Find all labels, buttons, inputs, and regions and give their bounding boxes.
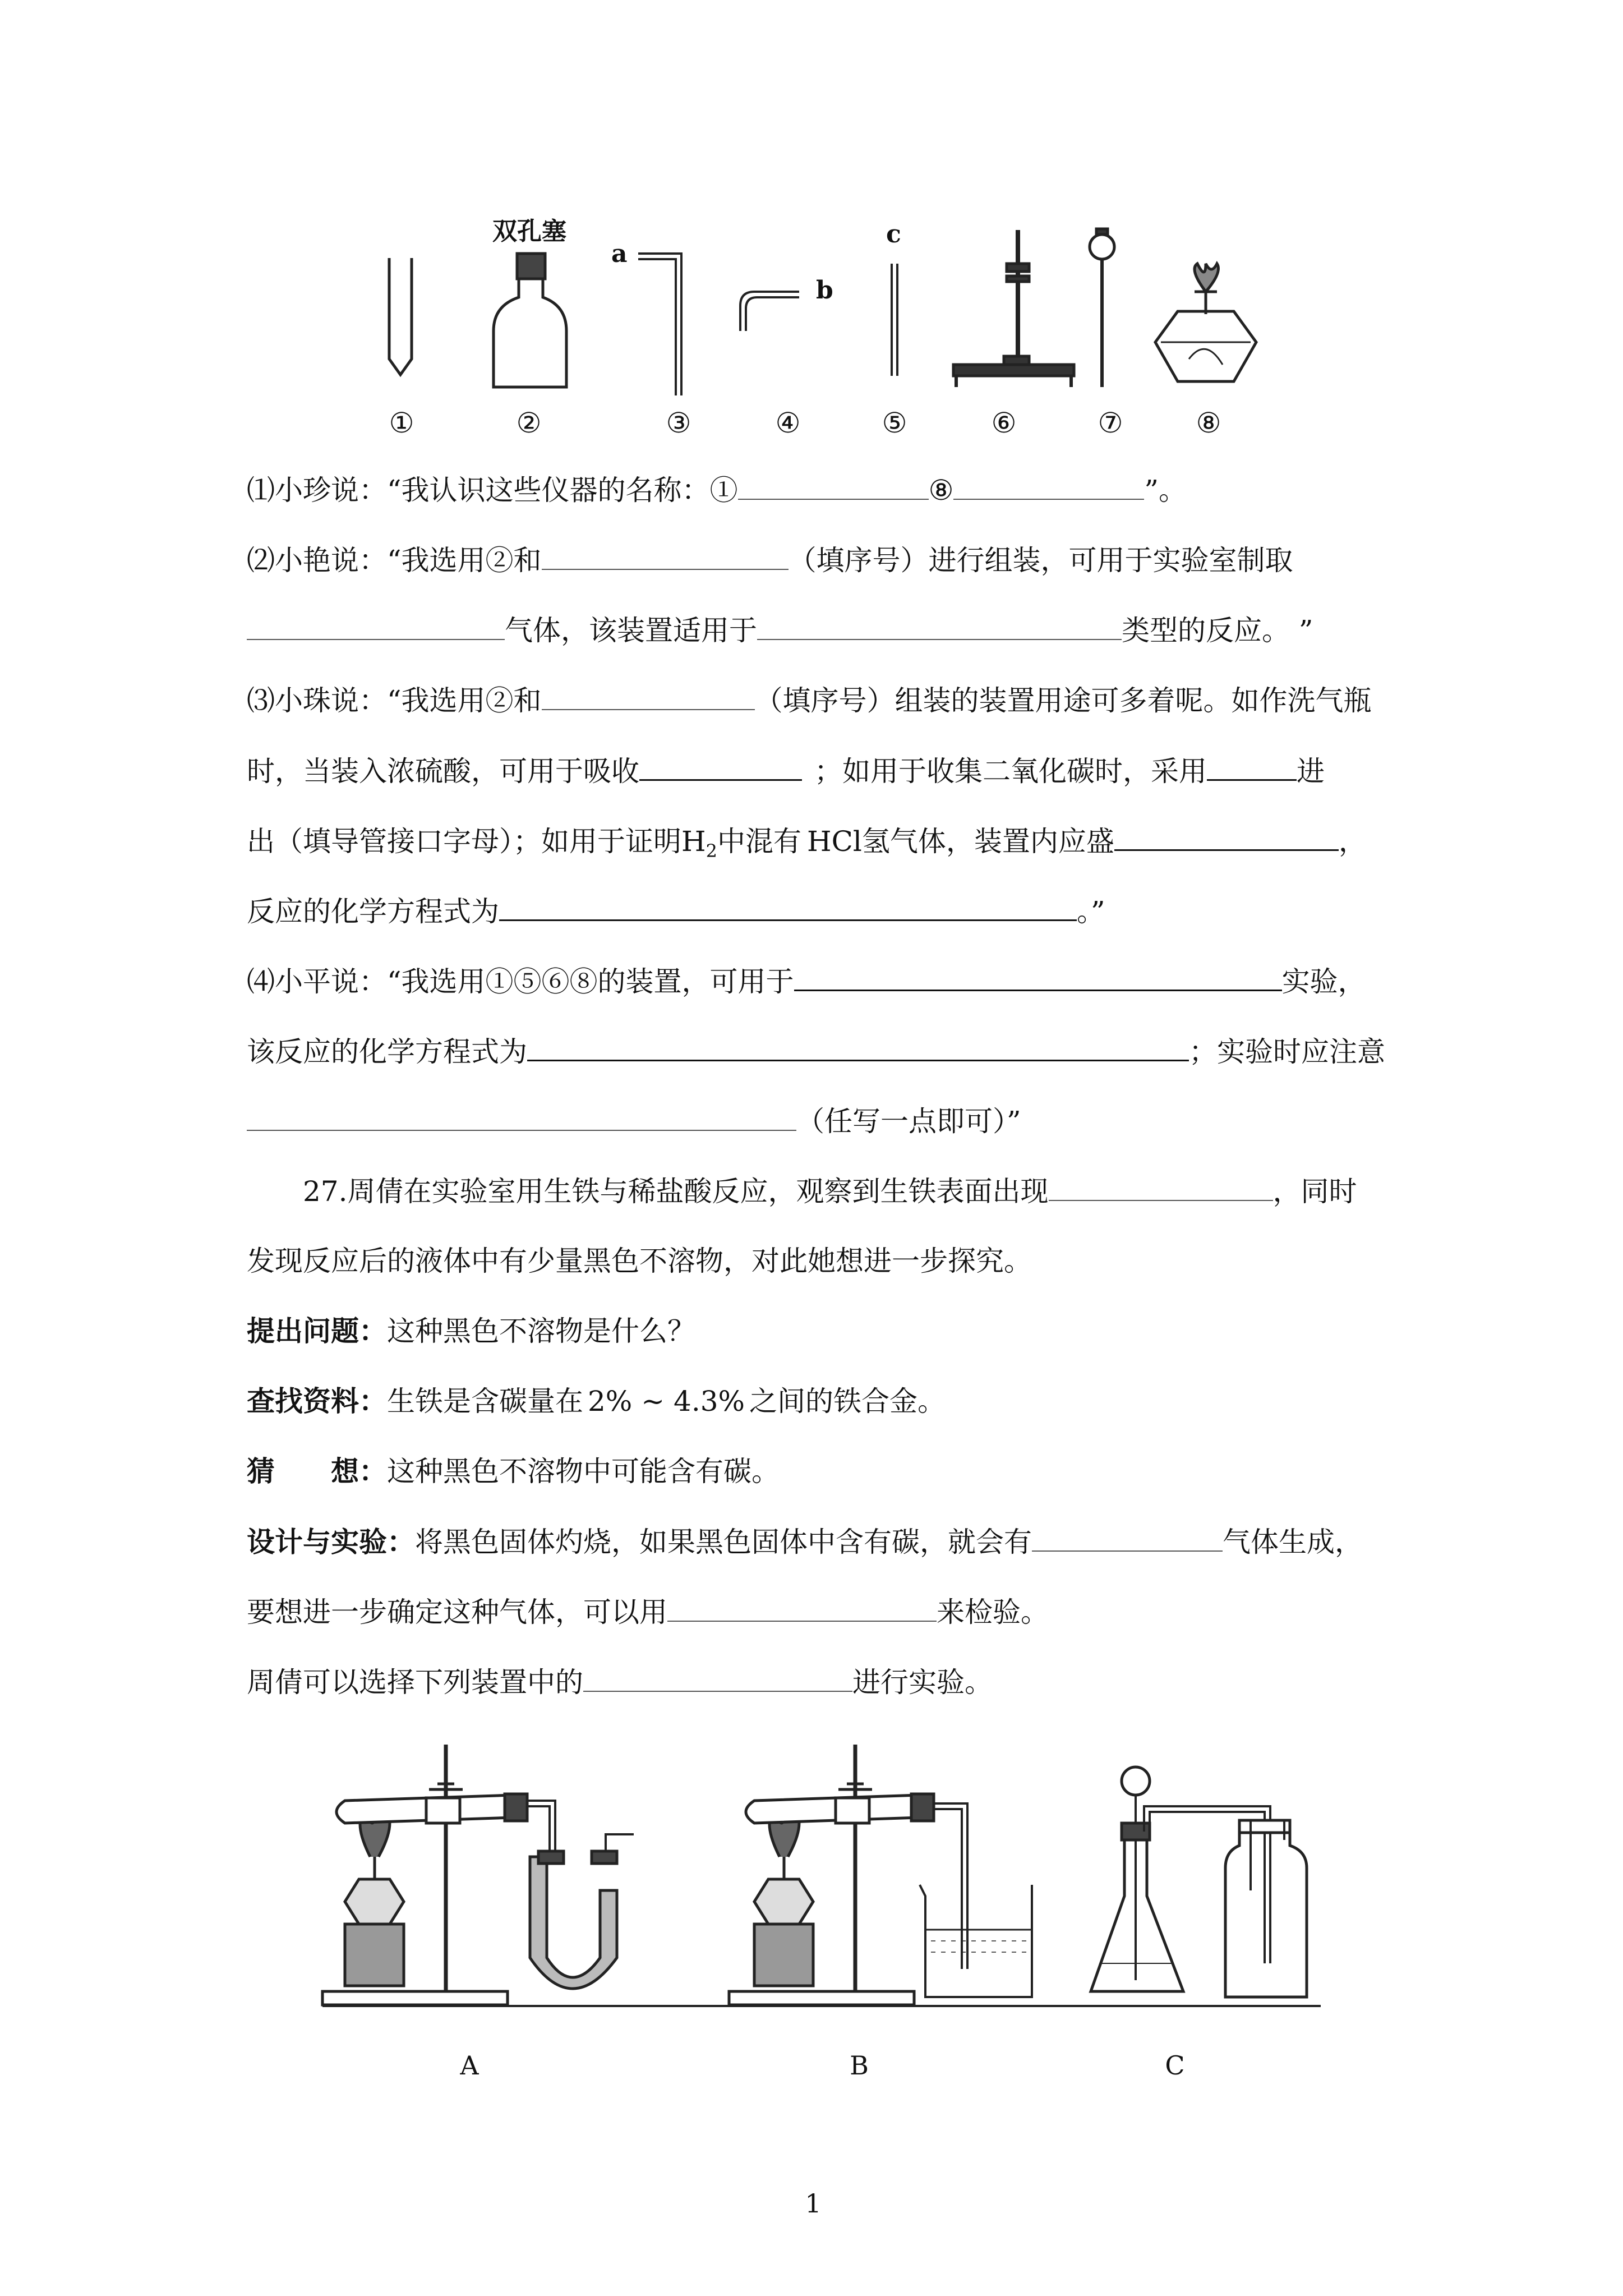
lamp-b — [754, 1879, 813, 1924]
q27-select — [247, 1665, 993, 1699]
q2-line-2 — [247, 613, 1313, 647]
q3-text: ， — [1338, 825, 1367, 858]
q27-text: 来检验。 — [937, 1596, 1049, 1628]
q27-text: ，同时 — [1272, 1175, 1357, 1208]
q3-text: （填序号）组装的装置用途可多着呢。如作洗气瓶 — [754, 684, 1372, 717]
q27-text: 27.周倩在实验室用生铁与稀盐酸反应，观察到生铁表面出现 — [303, 1175, 1049, 1208]
q1-blank-1[interactable] — [738, 473, 929, 500]
q1-text-b: ⑧ — [928, 474, 954, 507]
q27-text: 进行实验。 — [852, 1666, 993, 1699]
q2-text: 气体，该装置适用于 — [505, 614, 757, 647]
q27-design — [247, 1525, 1363, 1559]
q27-info — [247, 1384, 946, 1418]
q27-label: 查找资料： — [247, 1384, 387, 1418]
q3-blank-inlet[interactable] — [1207, 753, 1297, 781]
q27-blank-observation[interactable] — [1049, 1174, 1273, 1201]
q3-line-4 — [247, 894, 1105, 928]
page-number: 1 — [805, 2188, 822, 2219]
q27-line-2 — [247, 1244, 1032, 1278]
q3-line-3 — [247, 823, 1367, 868]
q27-text: 这种黑色不溶物是什么？ — [387, 1315, 695, 1347]
q3-text: 氢气体，装置内应盛 — [861, 825, 1114, 858]
q4-blank-experiment[interactable] — [794, 964, 1282, 991]
q3-line-2 — [247, 753, 1325, 788]
tube-label-a: a — [611, 240, 628, 268]
q1-blank-8[interactable] — [953, 473, 1144, 500]
q3-text: 出（填导管接口字母）；如用于证明 — [247, 825, 681, 858]
q4-line-1 — [247, 964, 1366, 999]
q27-text: 之间的铁合金。 — [749, 1385, 946, 1418]
q27-text: 要想进一步确定这种气体，可以用 — [247, 1596, 667, 1628]
apparatus-drawings — [0, 0, 1623, 449]
two-hole-bottle — [494, 278, 566, 387]
q2-text: ⑵小艳说：“我选用②和 — [247, 544, 542, 577]
instrument-number-6: ⑥ — [991, 407, 1017, 439]
q3-text: 中混有 — [717, 825, 801, 858]
q2-text: 类型的反应。 ” — [1122, 614, 1313, 647]
q1-text-a: ⑴小珍说：“我认识这些仪器的名称：① — [247, 474, 738, 507]
q3-blank-equation[interactable] — [499, 894, 1077, 921]
q3-text: 时，当装入浓硫酸，可用于吸收 — [247, 755, 639, 788]
q4-blank-equation[interactable] — [527, 1034, 1189, 1061]
q27-text: 发现反应后的液体中有少量黑色不溶物，对此她想进一步探究。 — [247, 1245, 1032, 1277]
q27-label: 设计与实验： — [247, 1525, 415, 1558]
q27-text: 周倩可以选择下列装置中的 — [247, 1666, 583, 1699]
q3-line-1 — [247, 683, 1372, 717]
instrument-number-7: ⑦ — [1098, 407, 1123, 439]
instrument-number-2: ② — [516, 407, 542, 439]
q4-text: （任写一点即可）” — [796, 1105, 1021, 1138]
q3-blank-numbers[interactable] — [542, 683, 755, 710]
lamp-a — [345, 1879, 404, 1924]
q3-formula-h: H — [681, 825, 706, 858]
test-tube — [389, 258, 412, 375]
q27-check — [247, 1595, 1049, 1629]
q27-problem — [247, 1314, 695, 1348]
u-tube-a — [530, 1857, 617, 1989]
q3-text: ；如用于收集二氧化碳时，采用 — [814, 755, 1207, 788]
q27-text: 2% ~ 4.3% — [588, 1385, 745, 1418]
q4-line-3 — [247, 1104, 1021, 1138]
apparatus-caption-b: B — [850, 2050, 869, 2081]
collection-bottle-c — [1225, 1823, 1307, 1997]
q2-blank-numbers[interactable] — [542, 543, 789, 570]
q4-line-2 — [247, 1034, 1385, 1069]
q3-blank-reagent[interactable] — [1114, 823, 1339, 851]
q4-text: ⑷小平说：“我选用①⑤⑥⑧的装置，可用于 — [247, 965, 794, 998]
q1-text-c: ”。 — [1144, 474, 1187, 507]
q27-blank-gas[interactable] — [1032, 1525, 1223, 1552]
q27-blank-apparatus[interactable] — [583, 1665, 852, 1692]
tube-label-c: c — [886, 220, 901, 249]
q3-text: 进 — [1297, 755, 1325, 788]
q2-text: （填序号）进行组装，可用于实验室制取 — [788, 544, 1293, 577]
q3-blank-absorb[interactable] — [639, 753, 802, 781]
apparatus-caption-c: C — [1165, 2050, 1185, 2081]
q3-formula-hcl: HCl — [806, 825, 862, 858]
q27-label: 猜 想： — [247, 1455, 387, 1488]
q3-text: 反应的化学方程式为 — [247, 895, 499, 928]
q4-blank-precaution[interactable] — [247, 1104, 796, 1131]
q3-text: ⑶小珠说：“我选用②和 — [247, 684, 542, 717]
instrument-number-1: ① — [389, 407, 414, 439]
tube-label-b: b — [816, 276, 833, 305]
instrument-number-4: ④ — [775, 407, 801, 439]
q4-text: 实验， — [1281, 965, 1366, 998]
q3-formula-sub: 2 — [706, 840, 717, 862]
q27-text: 气体生成， — [1223, 1526, 1363, 1558]
q2-line-1 — [247, 543, 1293, 577]
q4-text: ；实验时应注意 — [1189, 1036, 1385, 1068]
q1-line — [247, 473, 1187, 507]
q2-blank-gas[interactable] — [247, 613, 505, 640]
instrument-number-5: ⑤ — [882, 407, 907, 439]
q27-text: 将黑色固体灼烧，如果黑色固体中含有碳，就会有 — [415, 1526, 1032, 1558]
funnel-c — [1122, 1767, 1150, 1795]
stopper-label: 双孔塞 — [492, 217, 566, 246]
q4-text: 该反应的化学方程式为 — [247, 1036, 527, 1068]
q27-guess — [247, 1455, 780, 1488]
apparatus-abc-drawings — [0, 1728, 1623, 2064]
separatory-funnel — [1090, 234, 1114, 259]
instrument-number-8: ⑧ — [1196, 407, 1221, 439]
q2-blank-reaction-type[interactable] — [757, 613, 1122, 640]
q27-text: 这种黑色不溶物中可能含有碳。 — [387, 1455, 780, 1488]
two-hole-stopper — [517, 254, 545, 279]
q3-text: 。” — [1077, 895, 1105, 928]
q27-label: 提出问题： — [247, 1314, 387, 1347]
alcohol-lamp — [1155, 311, 1256, 381]
instrument-number-3: ③ — [666, 407, 691, 439]
q27-text: 生铁是含碳量在 — [387, 1385, 583, 1418]
flask-c — [1091, 1829, 1183, 1991]
q27-blank-test-reagent[interactable] — [667, 1595, 937, 1622]
apparatus-caption-a: A — [460, 2050, 479, 2081]
q27-line-1 — [303, 1174, 1357, 1208]
